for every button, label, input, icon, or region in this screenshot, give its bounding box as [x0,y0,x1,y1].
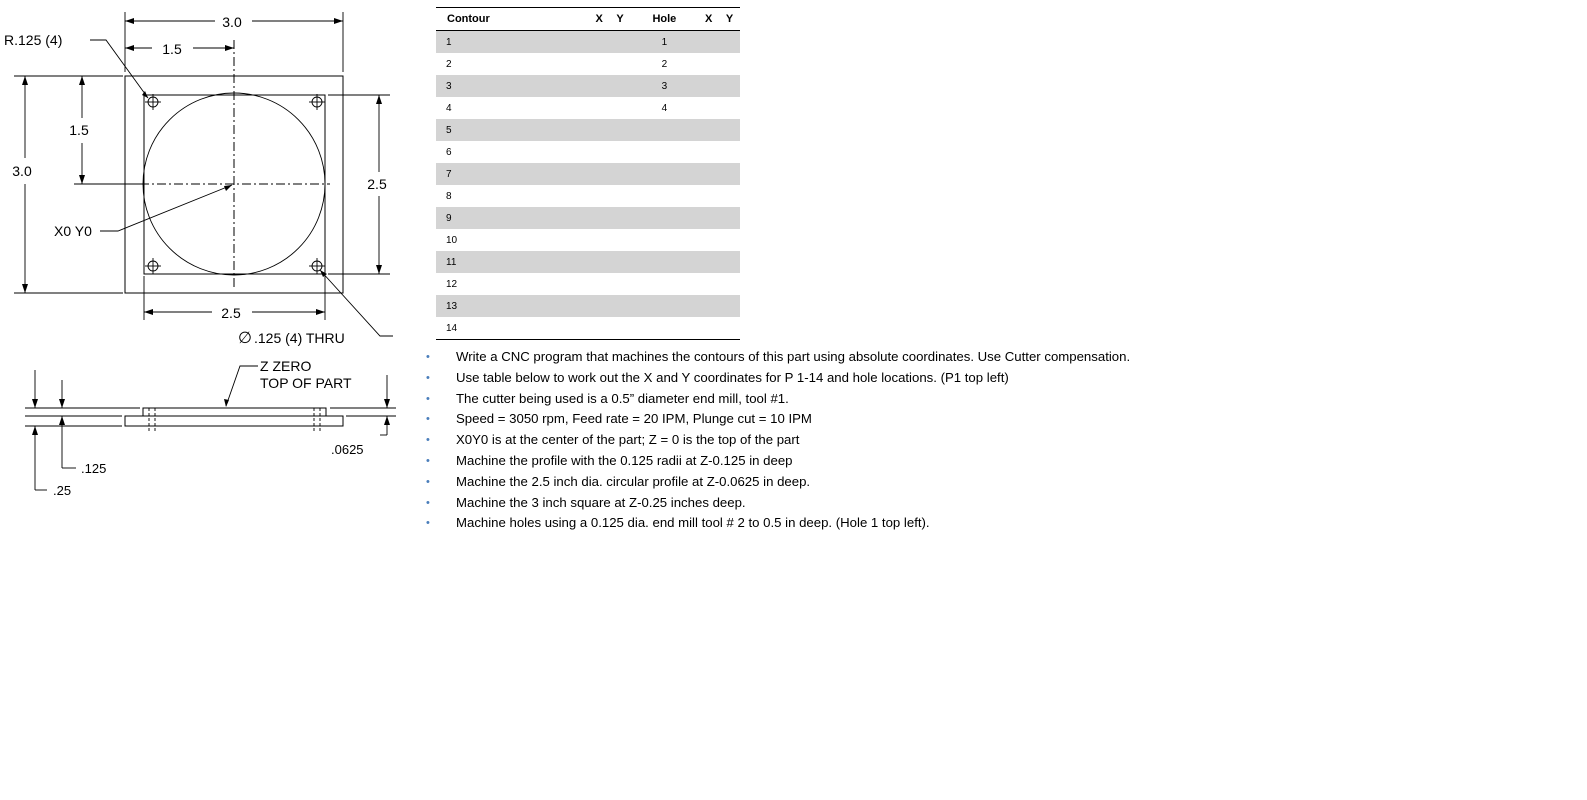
instruction-text: Machine holes using a 0.125 dia. end mill tool # 2 to 0.5 in deep. (Hole 1 top left). [456,515,930,531]
header-hole-y: Y [719,8,740,31]
radius-note: R.125 (4) [4,32,63,48]
hole-y-cell [719,163,740,185]
contour-x-cell [589,97,610,119]
top-view [4,12,393,347]
contour-x-cell [589,295,610,317]
bullet-icon: • [426,392,430,405]
hole-number-cell [630,141,698,163]
contour-number-cell: 12 [446,278,458,290]
bullet-icon: • [426,371,430,384]
hole-note: .125 (4) THRU [254,330,345,346]
depth-small: .0625 [331,442,364,457]
bullet-icon: • [426,475,430,488]
hole-x-cell [698,273,719,295]
hole-x-cell [698,31,719,54]
contour-number-cell: 14 [436,317,589,340]
hole-y-cell [719,97,740,119]
contour-y-cell [610,75,631,97]
table-row [436,229,740,251]
origin-label: X0 Y0 [54,223,92,239]
contour-number-cell: 11 [436,251,589,273]
contour-number-cell: 4 [446,102,452,114]
hole-y-cell [719,31,740,54]
contour-number-cell: 2 [446,58,452,70]
bullet-icon: • [426,517,430,530]
contour-number-cell: 9 [436,207,589,229]
contour-x-cell [589,207,610,229]
table-row [436,317,740,340]
table-row [436,251,740,273]
contour-y-cell [610,273,631,295]
hole-y-cell [719,141,740,163]
contour-x-cell [589,53,610,75]
contour-y-cell [610,317,631,340]
hole-y-cell [719,273,740,295]
dim-half-width: 1.5 [162,41,182,57]
contour-x-cell [589,75,610,97]
hole-number-cell [630,317,698,340]
instruction-item [426,451,1130,472]
hole-y-cell [719,185,740,207]
table-header-row [436,8,740,31]
bullet-icon: • [426,351,430,363]
hole-x-cell [698,97,719,119]
hole-number-cell [630,251,698,273]
z-zero-label: Z ZERO [260,358,312,374]
table-row [436,75,740,97]
hole-x-cell [698,295,719,317]
instruction-text: Machine the 3 inch square at Z-0.25 inches deep. [456,494,746,510]
side-boss [143,408,326,416]
instruction-text: Use table below to work out the X and Y coordinates for P 1-14 and hole locations. (P1 top left) [456,369,1009,385]
side-base [125,416,343,426]
table-row [436,97,740,119]
hole-x-cell [698,53,719,75]
hole-y-cell [719,251,740,273]
instruction-text: Speed = 3050 rpm, Feed rate = 20 IPM, Plunge cut = 10 IPM [456,411,812,427]
instruction-item [426,347,1130,368]
top-of-part-label: TOP OF PART [260,375,352,391]
hole-x-cell [698,229,719,251]
hole-number-cell [630,273,698,295]
contour-x-cell [589,163,610,185]
contour-y-cell [610,207,631,229]
diameter-symbol: ∅ [238,330,252,347]
hole-number-cell: 1 [630,31,698,54]
bullet-icon: • [426,454,430,467]
contour-y-cell [610,141,631,163]
contour-number-cell: 8 [446,190,452,202]
hole-x-cell [698,207,719,229]
contour-number-cell: 5 [436,119,589,141]
side-view [25,358,396,498]
instruction-text: The cutter being used is a 0.5” diameter end mill, tool #1. [456,390,789,406]
contour-x-cell [589,185,610,207]
contour-y-cell [610,229,631,251]
instruction-item [426,513,1130,534]
instruction-item [426,368,1130,389]
instruction-item [426,409,1130,430]
hole-x-cell [698,185,719,207]
hole-x-cell [698,251,719,273]
dim-half-height: 1.5 [69,122,89,138]
contour-x-cell [589,273,610,295]
hole-x-cell [698,317,719,340]
header-hole: Hole [630,8,698,31]
contour-y-cell [610,295,631,317]
hole-y-cell [719,119,740,141]
hole-x-cell [698,163,719,185]
bullet-icon: • [426,413,430,426]
table-row [436,295,740,317]
header-y: Y [610,8,631,31]
hole-number-cell: 2 [661,58,668,70]
hole-number-cell [630,119,698,141]
instruction-text: Machine the 2.5 inch dia. circular profile at Z-0.0625 in deep. [456,473,811,489]
table-row [436,163,740,185]
bullet-icon: • [426,496,430,509]
dim-width: 3.0 [222,14,242,30]
hole-number-cell: 3 [630,75,698,97]
hole-x-cell [698,119,719,141]
dim-height: 3.0 [12,163,32,179]
contour-number-cell: 7 [436,163,589,185]
hole-y-cell [719,229,740,251]
table-row [436,31,740,54]
hole-y-cell [719,295,740,317]
depth-mid: .125 [81,461,107,476]
header-hole-x: X [698,8,719,31]
table-row [436,273,740,295]
instruction-item [426,430,1130,451]
hole-number-cell: 4 [661,102,668,114]
hole-x-cell [698,75,719,97]
instruction-item [426,472,1130,493]
hole-y-cell [719,75,740,97]
contour-x-cell [589,119,610,141]
contour-y-cell [610,97,631,119]
hole-y-cell [719,207,740,229]
hole-y-cell [719,53,740,75]
dim-square-width: 2.5 [221,305,241,321]
contour-number-cell: 3 [436,75,589,97]
instruction-item [426,493,1130,514]
contour-x-cell [589,317,610,340]
hole-x-cell [698,141,719,163]
contour-y-cell [610,251,631,273]
contour-number-cell: 6 [446,146,452,158]
contour-number-cell: 13 [436,295,589,317]
header-x: X [589,8,610,31]
part-drawing [0,0,420,520]
depth-total: .25 [53,483,72,498]
table-row [436,53,740,75]
header-contour: Contour [436,8,589,31]
hole-y-cell [719,317,740,340]
instruction-list [426,347,1130,534]
table-row [436,207,740,229]
table-row [436,119,740,141]
contour-number-cell: 1 [436,31,589,54]
instruction-text: X0Y0 is at the center of the part; Z = 0 is the top of the part [456,432,800,448]
instruction-item [426,389,1130,410]
contour-y-cell [610,53,631,75]
contour-x-cell [589,229,610,251]
contour-x-cell [589,31,610,54]
hole-number-cell [630,229,698,251]
hole-number-cell [630,207,698,229]
instruction-text: Write a CNC program that machines the contours of this part using absolute coordinates. Use Cutter compensation. [456,349,1131,364]
instruction-text: Machine the profile with the 0.125 radii at Z-0.125 in deep [456,452,793,468]
contour-x-cell [589,251,610,273]
dim-square-height: 2.5 [367,176,387,192]
hole-number-cell [630,295,698,317]
table-row [436,185,740,207]
contour-y-cell [610,31,631,54]
contour-x-cell [589,141,610,163]
contour-y-cell [610,119,631,141]
contour-y-cell [610,163,631,185]
coordinate-table [436,7,740,340]
bullet-icon: • [426,434,430,447]
contour-y-cell [610,185,631,207]
contour-number-cell: 10 [446,234,458,246]
hole-number-cell [630,185,698,207]
hole-number-cell [630,163,698,185]
table-row [436,141,740,163]
